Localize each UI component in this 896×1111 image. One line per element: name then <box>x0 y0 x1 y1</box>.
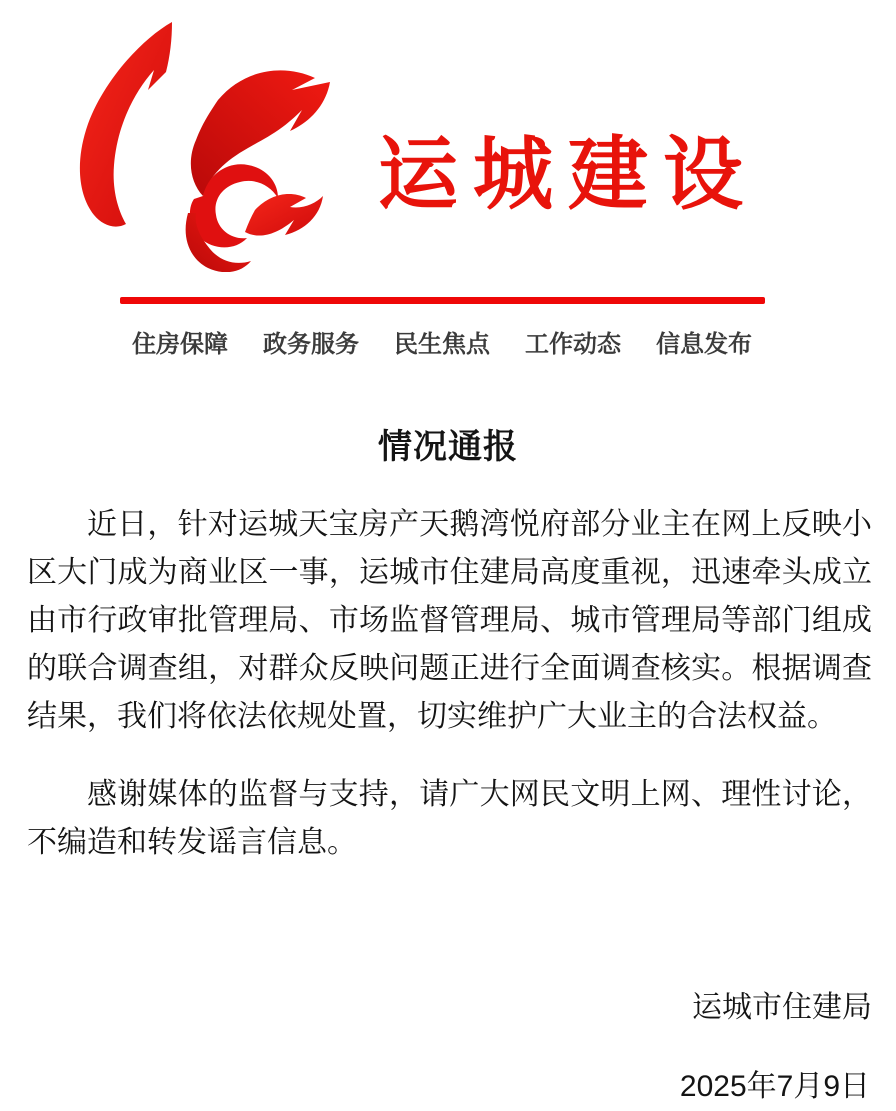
notice-paragraph: 近日，针对运城天宝房产天鹅湾悦府部分业主在网上反映小区大门成为商业区一事，运城市住建局高度重视，迅速牵头成立由市行政审批管理局、市场监督管理局、城市管理局等部门组成的联合调查组，对群众反映问题正进行全面调查核实。根据调查结果，我们将依法依规处置，切实维护广大业主的合法权益。 <box>27 508 872 733</box>
nav-item-housing-security[interactable]: 住房保障 <box>132 331 228 358</box>
nav-menu <box>0 324 884 359</box>
nav-item-government-services[interactable]: 政务服务 <box>263 331 359 358</box>
nav-item-livelihood-focus[interactable]: 民生焦点 <box>394 331 490 358</box>
notice-date: 2025年7月9日 <box>679 1070 870 1103</box>
notice-body <box>27 501 872 867</box>
phoenix-logo-icon <box>70 10 330 272</box>
nav-item-work-updates[interactable]: 工作动态 <box>525 331 621 358</box>
brand-title: 运城建设 <box>378 127 758 221</box>
notice-signature: 运城市住建局 <box>692 991 872 1024</box>
notice-title: 情况通报 <box>378 428 518 466</box>
notice-paragraph: 感谢媒体的监督与支持，请广大网民文明上网、理性讨论，不编造和转发谣言信息。 <box>27 778 872 859</box>
nav-item-information-release[interactable]: 信息发布 <box>656 331 752 358</box>
header-divider <box>120 297 765 304</box>
